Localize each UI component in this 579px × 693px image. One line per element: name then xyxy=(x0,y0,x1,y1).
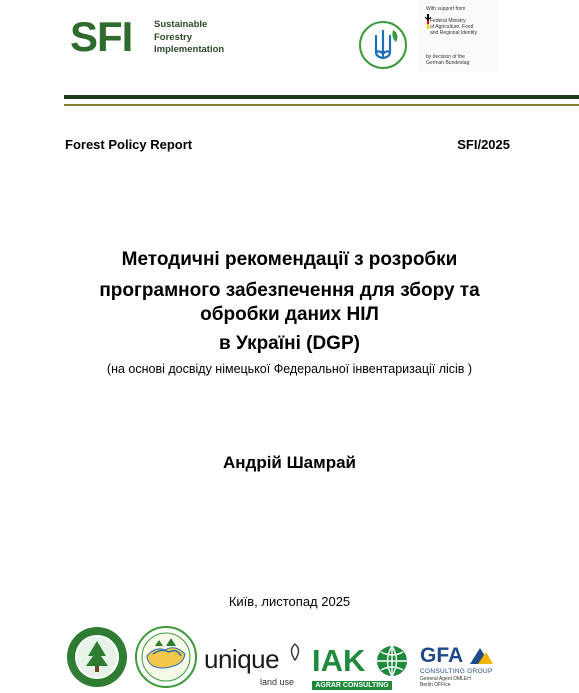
place-date: Київ, листопад 2025 xyxy=(228,594,351,609)
title-line-1: Методичні рекомендації з розробки xyxy=(121,249,458,270)
subtitle: (на основі досвіду німецької Федеральної інвентаризації лісів ) xyxy=(106,362,473,376)
header-rule-thick xyxy=(64,95,579,99)
title-line-3: обробки даних НІЛ xyxy=(200,304,379,325)
leaf-icon xyxy=(286,642,304,664)
report-number: SFI/2025 xyxy=(457,137,510,152)
bmz-funding-logo: With support from Federal Ministry of Agriculture, Food and Regional Identity by decision of the German Bundestag xyxy=(418,0,498,72)
title-line-2: програмного забезпечення для збору та xyxy=(99,280,480,301)
gfa-triangle-icon xyxy=(466,646,494,666)
ukraine-map-seal-icon xyxy=(135,626,197,688)
gfa-wordmark: GFA xyxy=(420,644,464,667)
ukraine-tryzub-logo xyxy=(358,20,408,70)
sfi-logo xyxy=(70,14,240,60)
forest-agency-seal-logo xyxy=(66,626,128,688)
tryzub-icon xyxy=(358,20,408,70)
title-line-4: в Україні (DGP) xyxy=(219,333,360,354)
author-name: Андрій Шамрай xyxy=(222,453,357,472)
gfa-tagline: CONSULTING GROUP xyxy=(420,668,493,675)
iak-tagline: AGRAR CONSULTING xyxy=(312,681,392,690)
sfi-logo-subtitle: Sustainable Forestry Implementation xyxy=(154,19,225,55)
report-series: Forest Policy Report xyxy=(65,137,193,152)
sfi-logo-letters: SFI xyxy=(70,13,133,60)
forest-institute-seal-logo xyxy=(135,626,197,688)
gfa-consulting-group-logo: GFA CONSULTING GROUP General Agent DMLEH Berlin OFFice xyxy=(420,644,493,688)
iak-wordmark: IAK xyxy=(312,643,366,678)
unique-wordmark: unique xyxy=(204,644,280,674)
unique-tagline: land use xyxy=(260,677,295,687)
unique-land-use-logo xyxy=(204,644,304,690)
iak-agrar-consulting-logo xyxy=(312,644,412,692)
header-rule-thin xyxy=(64,104,579,106)
forest-seal-icon xyxy=(66,626,128,688)
globe-icon xyxy=(375,644,409,678)
